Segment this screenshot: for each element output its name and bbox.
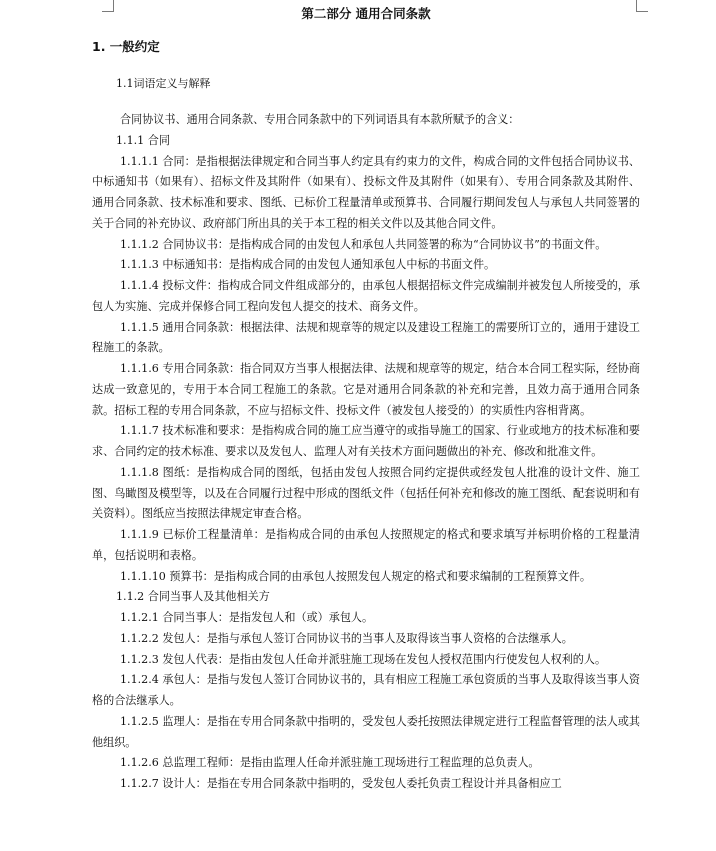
clause-paragraph: 1.1.2.7 设计人：是指在专用合同条款中指明的，受发包人委托负责工程设计并具备相应工 — [120, 777, 562, 790]
clause-paragraph: 1.1.2.4 承包人：是指与发包人签订合同协议书的，具有相应工程施工承包资质的当事人及取得该当事人资格的合法继承人。 — [92, 673, 640, 707]
clause-paragraph: 1.1.1.8 图纸：是指构成合同的图纸，包括由发包人按照合同约定提供或经发包人批准的设计文件、施工图、鸟瞰图及模型等，以及在合同履行过程中形成的图纸文件（包括任何补充和修改的施工图纸、配套说明和有关资料）。图纸应当按照法律规定审查合格。 — [92, 465, 640, 521]
document-body — [92, 110, 640, 795]
document-title: 第二部分 通用合同条款 — [301, 6, 431, 21]
subsection-heading: 1.1词语定义与解释 — [116, 77, 211, 90]
clause-paragraph: 1.1.1.6 专用合同条款：指合同双方当事人根据法律、法规和规章等的规定，结合本合同工程实际，经协商达成一致意见的，专用于本合同工程施工的条款。它是对通用合同条款的补充和完善，且效力高于通用合同条款。招标工程的专用合同条款，不应与招标文件、投标文件（被发包人接受的）的实质性内容相背离。 — [92, 362, 640, 417]
clause-paragraph: 1.1.1.5 通用合同条款：根据法律、法规和规章等的规定以及建设工程施工的需要所订立的，通用于建设工程施工的条款。 — [92, 320, 640, 355]
clause-paragraph: 1.1.2.2 发包人：是指与承包人签订合同协议书的当事人及取得该当事人资格的合法继承人。 — [120, 631, 573, 645]
clause-heading: 1.1.2 合同当事人及其他相关方 — [116, 590, 270, 604]
clause-paragraph: 1.1.1.3 中标通知书：是指构成合同的由发包人通知承包人中标的书面文件。 — [120, 258, 496, 272]
clause-paragraph: 1.1.1.1 合同：是指根据法律规定和合同当事人约定具有约束力的文件，构成合同的文件包括合同协议书、中标通知书（如果有）、招标文件及其附件（如果有）、投标文件及其附件（如果有）、专用合同条款及其附件、通用合同条款、技术标准和要求、图纸、已标价工程量清单或预算书、合同履行期间发包人与承包人共同签署的关于合同的补充协议、政府部门所出具的关于本工程的相关文件以及其他合同文件。 — [92, 154, 640, 230]
clause-paragraph: 1.1.1.2 合同协议书：是指构成合同的由发包人和承包人共同签署的称为“合同协议书”的书面文件。 — [120, 237, 607, 251]
clause-paragraph: 1.1.2.5 监理人：是指在专用合同条款中指明的，受发包人委托按照法律规定进行工程监督管理的法人或其他组织。 — [92, 714, 640, 749]
clause-paragraph: 1.1.1.4 投标文件：指构成合同文件组成部分的，由承包人根据招标文件完成编制并被发包人所接受的，承包人为实施、完成并保修合同工程向发包人提交的技术、商务文件。 — [92, 279, 640, 313]
clause-heading: 1.1.1 合同 — [116, 133, 170, 147]
section-heading: 1. 一般约定 — [92, 39, 160, 54]
clause-paragraph: 1.1.2.3 发包人代表：是指由发包人任命并派驻施工现场在发包人授权范围内行使发包人权利的人。 — [120, 652, 607, 666]
clause-paragraph: 1.1.1.7 技术标准和要求：是指构成合同的施工应当遵守的或指导施工的国家、行业或地方的技术标准和要求、合同约定的技术标准、要求以及发包人、监理人对有关技术方面问题做出的补充、修改和批准文件。 — [92, 424, 640, 458]
clause-paragraph: 1.1.2.1 合同当事人：是指发包人和（或）承包人。 — [120, 611, 374, 624]
clause-paragraph: 1.1.1.9 已标价工程量清单：是指构成合同的由承包人按照规定的格式和要求填写并标明价格的工程量清单，包括说明和表格。 — [92, 528, 640, 562]
body-paragraph: 合同协议书、通用合同条款、专用合同条款中的下列词语具有本款所赋予的含义： — [120, 113, 520, 126]
clause-paragraph: 1.1.1.10 预算书：是指构成合同的由承包人按照发包人规定的格式和要求编制的工程预算文件。 — [120, 569, 591, 583]
clause-paragraph: 1.1.2.6 总监理工程师：是指由监理人任命并派驻施工现场进行工程监理的总负责人。 — [120, 756, 540, 770]
